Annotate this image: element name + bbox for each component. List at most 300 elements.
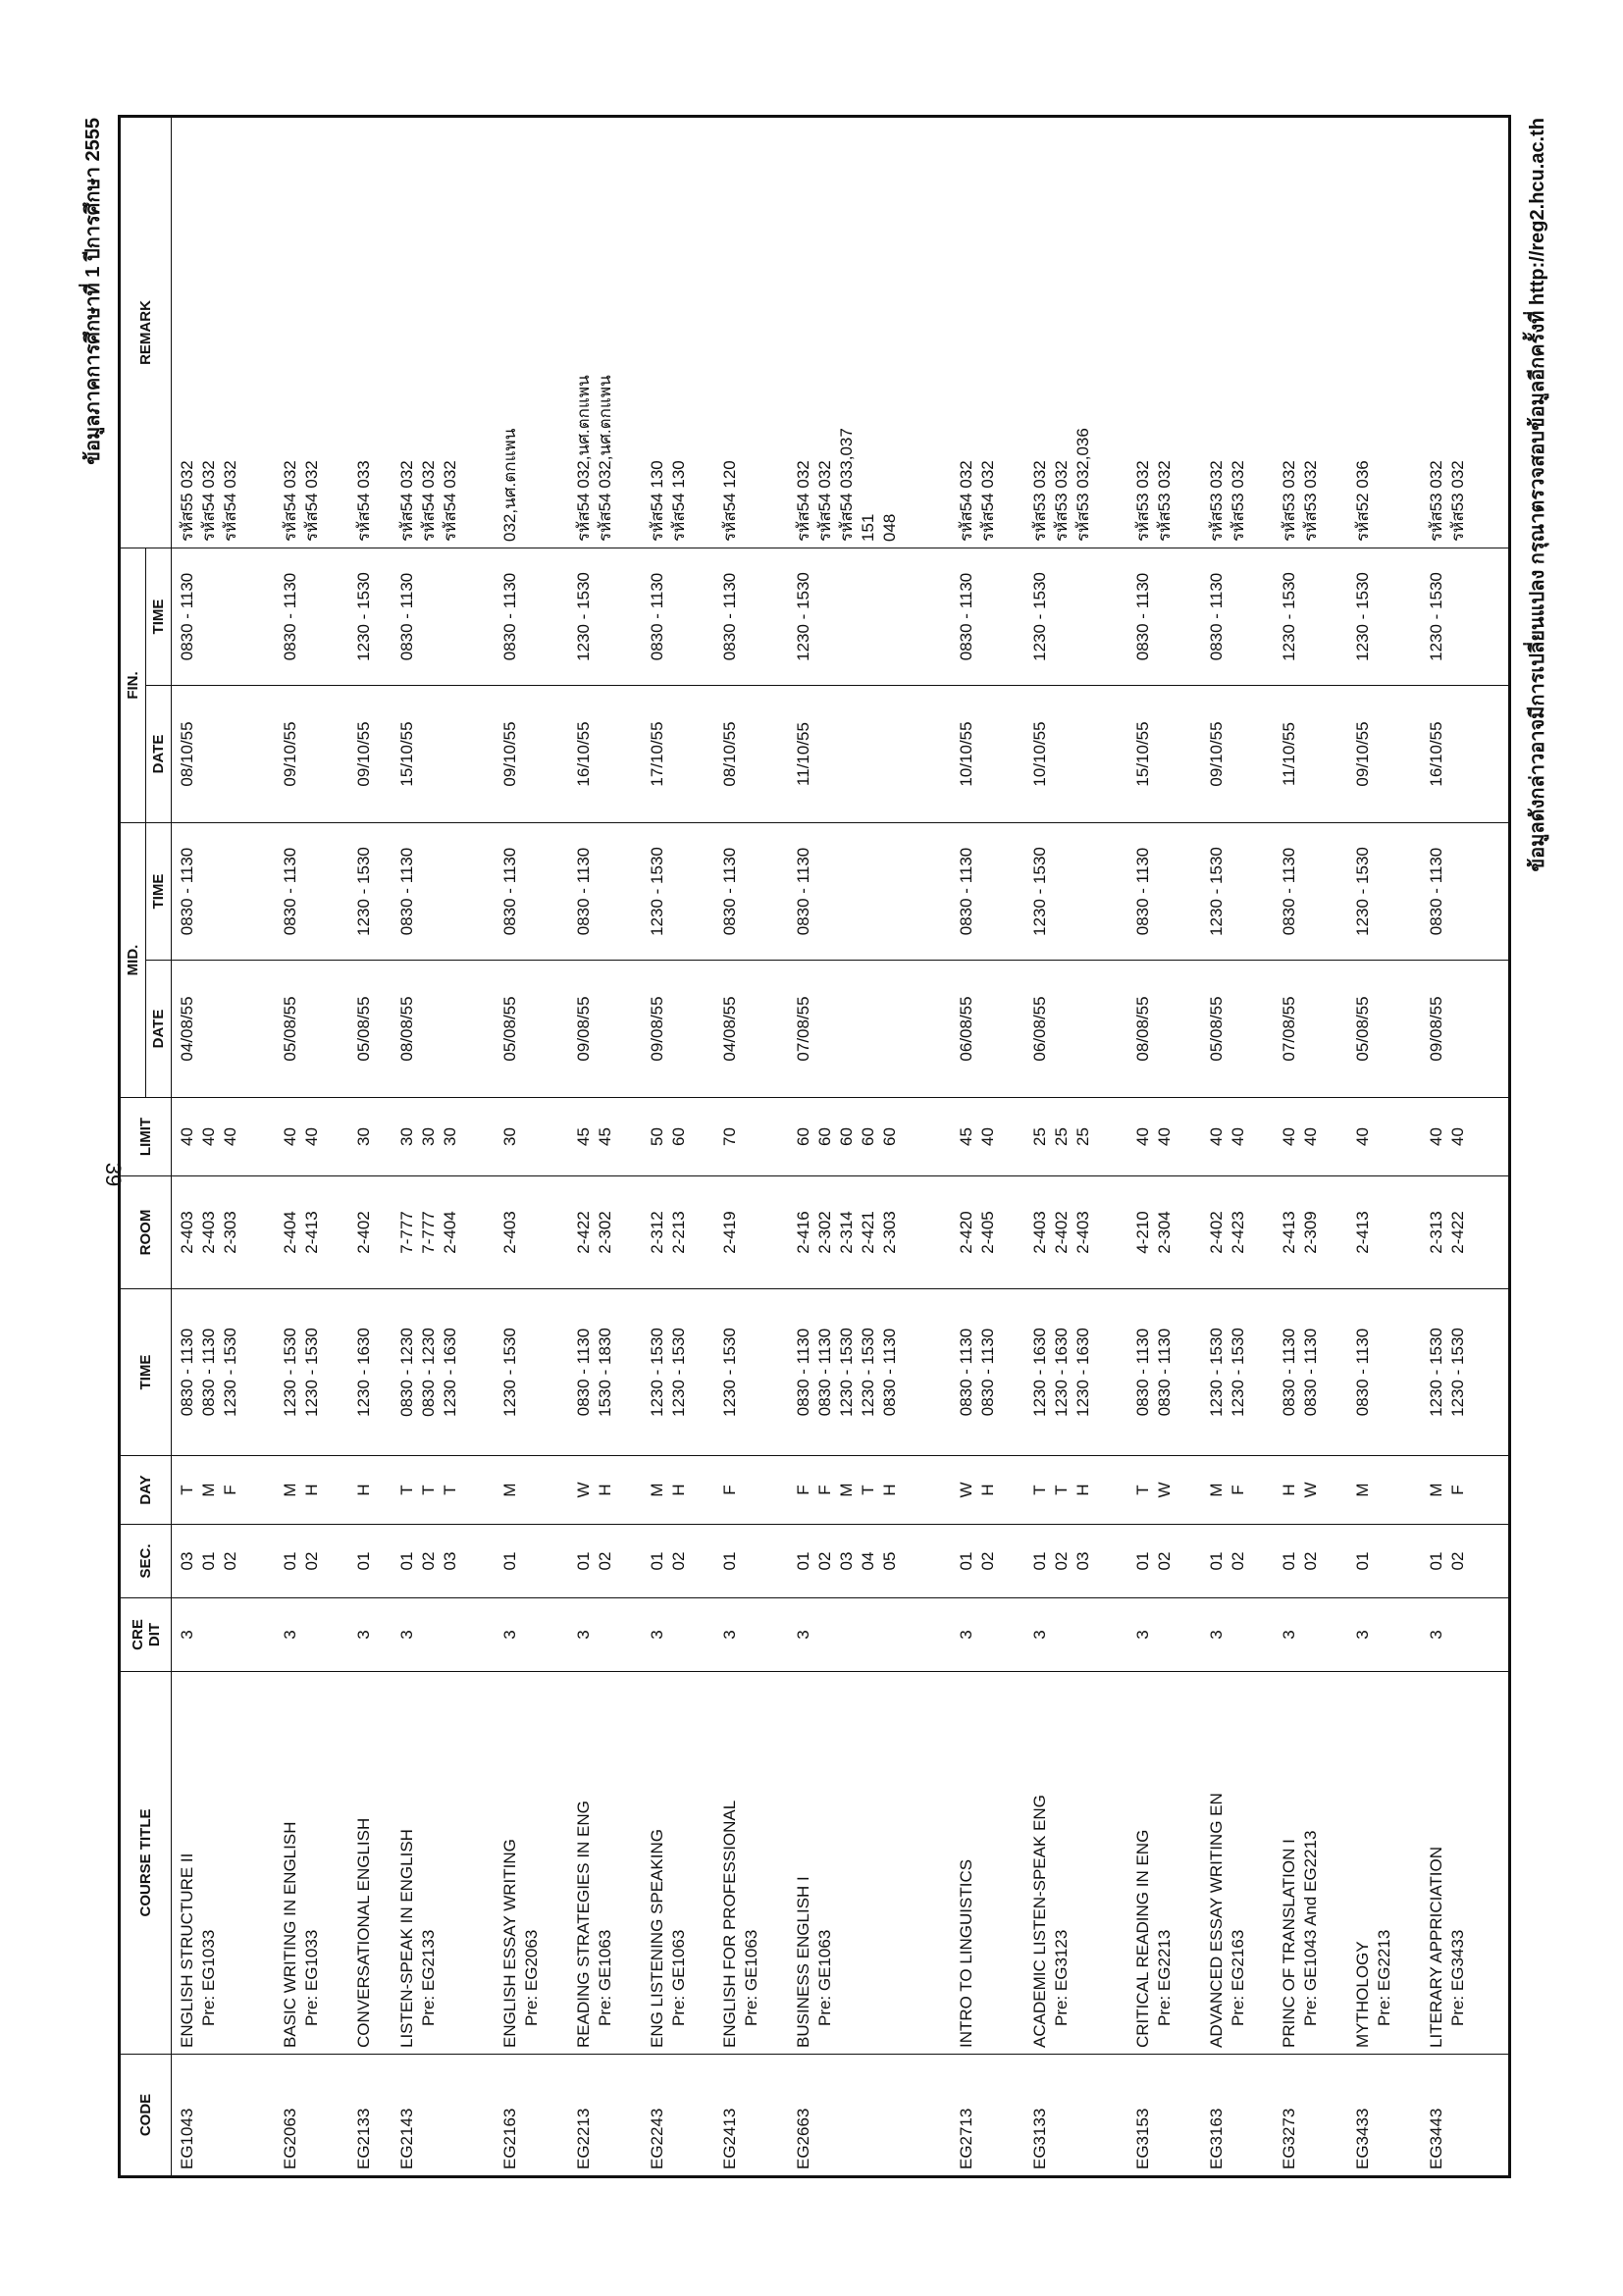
limit-cell: [568, 1098, 642, 1176]
time-cell: [495, 1289, 568, 1456]
limit-value: 40: [1426, 1127, 1445, 1146]
header-day: DAY: [120, 1456, 172, 1525]
mid-time-value: 0830 - 1130: [1426, 847, 1445, 936]
time-cell: [392, 1289, 495, 1456]
room-value: 2-309: [1301, 1211, 1321, 1254]
credit-cell: [568, 1598, 642, 1672]
section-cell: [714, 1525, 788, 1598]
time-value: 0830 - 1130: [815, 1328, 835, 1417]
footer-note: ข้อมูลดังกล่าวอาจมีการเปลี่ยนแปลง กรุณาตรวจสอบข้อมูลอีกครั้งที่ http://reg2.hcu.ac.th: [1527, 118, 1548, 872]
mid-date-value: 05/08/55: [1353, 996, 1373, 1062]
day-value: H: [978, 1484, 998, 1496]
time-value: 0830 - 1130: [574, 1328, 594, 1417]
day-cell: [495, 1456, 568, 1525]
course-code-cell: [714, 2055, 788, 2177]
remark-value: รหัส54 032: [978, 460, 998, 542]
section-cell: [348, 1525, 392, 1598]
table-row: [1421, 116, 1494, 2176]
fin-time-cell: [172, 548, 276, 685]
day-value: T: [397, 1485, 417, 1495]
day-value: F: [794, 1485, 813, 1495]
day-cell: [275, 1456, 348, 1525]
room-value: 2-413: [1280, 1211, 1299, 1254]
limit-value: 45: [596, 1127, 615, 1146]
time-value: 1230 - 1630: [354, 1328, 373, 1417]
remark-value: รหัส53 032: [1301, 460, 1321, 542]
filler-cell: [1493, 685, 1509, 822]
room-cell: [568, 1176, 642, 1289]
day-cell: [568, 1456, 642, 1525]
fin-time-cell: [714, 548, 788, 685]
limit-cell: [642, 1098, 715, 1176]
section-value: 03: [441, 1551, 460, 1571]
fin-time-cell: [1347, 548, 1421, 685]
day-value: T: [1132, 1485, 1152, 1495]
course-title-cell: [495, 1672, 568, 2055]
course-code: EG2413: [720, 2108, 740, 2169]
mid-date-cell: [1421, 961, 1494, 1098]
remark-value: รหัส52 036: [1353, 460, 1373, 542]
limit-cell: [1024, 1098, 1127, 1176]
course-prerequisite: Pre: EG2213: [1375, 1929, 1394, 2026]
section-value: 01: [281, 1551, 300, 1571]
time-value: 0830 - 1130: [199, 1328, 218, 1417]
time-value: 1230 - 1630: [1029, 1328, 1049, 1417]
fin-time-cell: [951, 548, 1024, 685]
credit-value: 3: [1206, 1630, 1226, 1640]
time-value: 1230 - 1630: [1073, 1328, 1092, 1417]
fin-date-cell: [1421, 685, 1494, 822]
section-cell: [172, 1525, 276, 1598]
limit-value: 70: [720, 1127, 740, 1146]
room-value: 2-403: [1073, 1211, 1092, 1254]
course-prerequisite: Pre: GE1043 And EG2213: [1301, 1830, 1321, 2026]
section-cell: [275, 1525, 348, 1598]
course-title-cell: [275, 1672, 348, 2055]
credit-cell: [1274, 1598, 1347, 1672]
header-mid-time: TIME: [146, 822, 172, 960]
day-value: W: [957, 1482, 976, 1498]
course-prerequisite: Pre: EG1033: [302, 1929, 322, 2026]
table-row: [1274, 116, 1347, 2176]
course-title: INTRO TO LINGUISTICS: [957, 1858, 976, 2048]
credit-value: 3: [354, 1630, 373, 1640]
time-value: 1230 - 1530: [837, 1328, 857, 1417]
remark-cell: [1274, 116, 1347, 548]
fin-time-value: 1230 - 1530: [1280, 572, 1299, 661]
section-value: 02: [1447, 1551, 1467, 1571]
mid-date-cell: [714, 961, 788, 1098]
mid-time-value: 0830 - 1130: [397, 847, 417, 936]
time-cell: [1347, 1289, 1421, 1456]
mid-time-cell: [951, 822, 1024, 960]
limit-value: 60: [815, 1127, 835, 1146]
limit-value: 25: [1073, 1127, 1092, 1146]
section-value: 02: [596, 1551, 615, 1571]
fin-date-cell: [348, 685, 392, 822]
table-row: [275, 116, 348, 2176]
credit-cell: [951, 1598, 1024, 1672]
mid-time-cell: [392, 822, 495, 960]
credit-value: 3: [1029, 1630, 1049, 1640]
time-value: 1230 - 1630: [441, 1328, 460, 1417]
section-value: 02: [419, 1551, 439, 1571]
credit-cell: [788, 1598, 951, 1672]
day-cell: [642, 1456, 715, 1525]
course-title-cell: [1201, 1672, 1275, 2055]
table-row: [642, 116, 715, 2176]
room-cell: [1421, 1176, 1494, 1289]
course-code-cell: [951, 2055, 1024, 2177]
fin-date-value: 09/10/55: [500, 721, 520, 787]
course-code-cell: [1347, 2055, 1421, 2177]
credit-value: 3: [574, 1630, 594, 1640]
course-title-cell: [1127, 1672, 1201, 2055]
room-value: 2-312: [647, 1211, 666, 1254]
remark-cell: [1127, 116, 1201, 548]
day-cell: [714, 1456, 788, 1525]
day-value: H: [880, 1484, 900, 1496]
course-code: EG2163: [500, 2108, 520, 2169]
time-value: 0830 - 1130: [1280, 1328, 1299, 1417]
course-code-cell: [172, 2055, 276, 2177]
mid-date-cell: [1127, 961, 1201, 1098]
mid-date-cell: [951, 961, 1024, 1098]
time-cell: [1127, 1289, 1201, 1456]
limit-value: 40: [199, 1127, 218, 1146]
section-value: 03: [1073, 1551, 1092, 1571]
fin-date-cell: [1274, 685, 1347, 822]
mid-date-value: 04/08/55: [720, 996, 740, 1062]
day-value: M: [281, 1483, 300, 1497]
fin-time-value: 0830 - 1130: [281, 572, 300, 661]
time-value: 1230 - 1530: [720, 1328, 740, 1417]
header-sec: SEC.: [120, 1525, 172, 1598]
fin-time-value: 0830 - 1130: [178, 572, 196, 661]
remark-value: รหัส54 032: [957, 460, 976, 542]
limit-cell: [348, 1098, 392, 1176]
table-row: [788, 116, 951, 2176]
room-value: 2-413: [302, 1211, 322, 1254]
course-title-cell: [348, 1672, 392, 2055]
room-value: 2-403: [178, 1211, 196, 1254]
section-value: 01: [397, 1551, 417, 1571]
course-code-cell: [495, 2055, 568, 2177]
time-value: 1530 - 1830: [596, 1328, 615, 1417]
fin-date-value: 10/10/55: [957, 721, 976, 787]
mid-time-value: 1230 - 1530: [1206, 847, 1226, 936]
day-value: F: [720, 1485, 740, 1495]
time-value: 0830 - 1130: [880, 1328, 900, 1417]
section-value: 01: [1132, 1551, 1152, 1571]
credit-cell: [1347, 1598, 1421, 1672]
course-title-cell: [568, 1672, 642, 2055]
time-value: 1230 - 1530: [500, 1328, 520, 1417]
mid-date-cell: [568, 961, 642, 1098]
course-title: ENGLISH STRUCTURE II: [178, 1852, 196, 2048]
mid-date-cell: [1347, 961, 1421, 1098]
credit-value: 3: [178, 1630, 196, 1640]
credit-value: 3: [1132, 1630, 1152, 1640]
fin-date-value: 17/10/55: [647, 721, 666, 787]
fin-time-cell: [1274, 548, 1347, 685]
remark-value: รหัส54 032,นศ.ตกแพน: [596, 375, 615, 542]
fin-date-cell: [714, 685, 788, 822]
remark-value: รหัส54 130: [668, 460, 688, 542]
limit-value: 40: [1280, 1127, 1299, 1146]
limit-value: 60: [668, 1127, 688, 1146]
limit-cell: [172, 1098, 276, 1176]
section-cell: [392, 1525, 495, 1598]
fin-time-value: 1230 - 1530: [574, 572, 594, 661]
course-title: BASIC WRITING IN ENGLISH: [281, 1821, 300, 2048]
section-value: 01: [199, 1551, 218, 1571]
fin-date-value: 09/10/55: [1206, 721, 1226, 787]
header-fin-date: DATE: [146, 685, 172, 822]
room-cell: [951, 1176, 1024, 1289]
course-title-cell: [172, 1672, 276, 2055]
table-row: [1347, 116, 1421, 2176]
remark-cell: [788, 116, 951, 548]
table-row: [1127, 116, 1201, 2176]
room-value: 2-403: [1029, 1211, 1049, 1254]
limit-value: 40: [281, 1127, 300, 1146]
remark-value: รหัส53 032: [1426, 460, 1445, 542]
fin-date-value: 16/10/55: [574, 721, 594, 787]
fin-date-cell: [495, 685, 568, 822]
time-value: 0830 - 1130: [1353, 1328, 1373, 1417]
time-value: 1230 - 1530: [1426, 1328, 1445, 1417]
section-value: 02: [1301, 1551, 1321, 1571]
room-value: 2-422: [574, 1211, 594, 1254]
limit-value: 40: [1228, 1127, 1247, 1146]
mid-date-value: 06/08/55: [1029, 996, 1049, 1062]
time-value: 0830 - 1130: [1132, 1328, 1152, 1417]
room-cell: [275, 1176, 348, 1289]
day-value: H: [1280, 1484, 1299, 1496]
time-value: 0830 - 1230: [419, 1328, 439, 1417]
fin-date-value: 11/10/55: [794, 722, 813, 786]
limit-value: 30: [500, 1127, 520, 1146]
mid-time-cell: [495, 822, 568, 960]
section-value: 01: [1426, 1551, 1445, 1571]
limit-value: 45: [957, 1127, 976, 1146]
room-value: 2-404: [281, 1211, 300, 1254]
filler-cell: [1493, 1456, 1509, 1525]
limit-value: 30: [419, 1127, 439, 1146]
remark-value: รหัส53 032,036: [1073, 428, 1092, 542]
room-value: 2-419: [720, 1211, 740, 1254]
remark-value: รหัส53 032: [1447, 460, 1467, 542]
day-cell: [951, 1456, 1024, 1525]
room-cell: [1201, 1176, 1275, 1289]
credit-cell: [1024, 1598, 1127, 1672]
room-value: 2-213: [668, 1211, 688, 1254]
remark-value: 032,นศ.ตกแพน: [500, 428, 520, 542]
mid-date-value: 07/08/55: [1280, 996, 1299, 1062]
limit-cell: [1201, 1098, 1275, 1176]
room-value: 2-402: [1206, 1211, 1226, 1254]
section-cell: [1347, 1525, 1421, 1598]
limit-value: 45: [574, 1127, 594, 1146]
fin-date-cell: [1201, 685, 1275, 822]
limit-cell: [714, 1098, 788, 1176]
day-value: T: [441, 1485, 460, 1495]
remark-value: รหัส54 032: [794, 460, 813, 542]
course-code: EG3433: [1353, 2108, 1373, 2169]
course-prerequisite: Pre: EG2133: [419, 1929, 439, 2026]
fin-time-cell: [495, 548, 568, 685]
remark-cell: [642, 116, 715, 548]
section-value: 01: [1353, 1551, 1373, 1571]
room-value: 7-777: [419, 1211, 439, 1254]
limit-cell: [951, 1098, 1024, 1176]
section-cell: [568, 1525, 642, 1598]
mid-time-value: 0830 - 1130: [500, 847, 520, 936]
table-row: [392, 116, 495, 2176]
credit-cell: [348, 1598, 392, 1672]
mid-date-value: 05/08/55: [500, 996, 520, 1062]
limit-value: 50: [647, 1127, 666, 1146]
filler-cell: [1493, 1598, 1509, 1672]
day-value: F: [815, 1485, 835, 1495]
mid-time-value: 0830 - 1130: [957, 847, 976, 936]
section-value: 02: [302, 1551, 322, 1571]
credit-value: 3: [1353, 1630, 1373, 1640]
mid-time-value: 0830 - 1130: [794, 847, 813, 936]
mid-date-cell: [1274, 961, 1347, 1098]
room-value: 2-303: [221, 1211, 239, 1254]
section-cell: [1127, 1525, 1201, 1598]
credit-cell: [1201, 1598, 1275, 1672]
fin-date-cell: [1024, 685, 1127, 822]
course-title: ENGLISH ESSAY WRITING: [500, 1839, 520, 2048]
time-cell: [714, 1289, 788, 1456]
mid-time-value: 1230 - 1530: [1029, 847, 1049, 936]
section-value: 05: [880, 1551, 900, 1571]
section-cell: [788, 1525, 951, 1598]
remark-value: รหัส53 032: [1206, 460, 1226, 542]
limit-value: 40: [221, 1127, 239, 1146]
course-prerequisite: Pre: EG1033: [199, 1929, 218, 2026]
limit-value: 60: [859, 1127, 878, 1146]
course-code-cell: [1274, 2055, 1347, 2177]
day-cell: [392, 1456, 495, 1525]
day-value: H: [668, 1484, 688, 1496]
remark-cell: [495, 116, 568, 548]
room-cell: [788, 1176, 951, 1289]
mid-time-value: 1230 - 1530: [354, 847, 373, 936]
header-credit: [120, 1598, 172, 1672]
remark-value: รหัส54 120: [720, 460, 740, 542]
time-cell: [172, 1289, 276, 1456]
fin-date-cell: [1127, 685, 1201, 822]
time-cell: [348, 1289, 392, 1456]
section-value: 03: [178, 1551, 196, 1571]
course-prerequisite: Pre: EG2063: [522, 1929, 542, 2026]
time-value: 1230 - 1530: [281, 1328, 300, 1417]
credit-value: 3: [794, 1630, 813, 1640]
credit-value: 3: [397, 1630, 417, 1640]
course-prerequisite: Pre: GE1063: [668, 1929, 688, 2026]
limit-value: 30: [397, 1127, 417, 1146]
time-value: 0830 - 1130: [178, 1328, 196, 1417]
filler-cell: [1493, 2055, 1509, 2177]
section-value: 01: [794, 1551, 813, 1571]
fin-time-value: 0830 - 1130: [720, 572, 740, 661]
credit-cell: [714, 1598, 788, 1672]
remark-cell: [172, 116, 276, 548]
mid-time-cell: [1347, 822, 1421, 960]
room-value: 2-404: [441, 1211, 460, 1254]
section-value: 01: [720, 1551, 740, 1571]
course-code-cell: [348, 2055, 392, 2177]
section-value: 01: [647, 1551, 666, 1571]
mid-date-cell: [1201, 961, 1275, 1098]
course-prerequisite: Pre: EG2213: [1154, 1929, 1174, 2026]
mid-time-cell: [714, 822, 788, 960]
fin-date-cell: [172, 685, 276, 822]
time-cell: [1201, 1289, 1275, 1456]
limit-value: 40: [1447, 1127, 1467, 1146]
fin-time-value: 0830 - 1130: [500, 572, 520, 661]
section-cell: [951, 1525, 1024, 1598]
remark-value: รหัส54 032: [419, 460, 439, 542]
course-title: ENGLISH FOR PROFESSIONAL: [720, 1800, 740, 2048]
limit-value: 40: [1206, 1127, 1226, 1146]
time-value: 1230 - 1530: [1206, 1328, 1226, 1417]
credit-cell: [1421, 1598, 1494, 1672]
remark-value: รหัส54 032: [199, 460, 218, 542]
day-value: W: [1301, 1482, 1321, 1498]
fin-time-cell: [348, 548, 392, 685]
limit-value: 60: [880, 1127, 900, 1146]
filler-cell: [1493, 116, 1509, 548]
room-value: 2-403: [199, 1211, 218, 1254]
day-value: W: [1154, 1482, 1174, 1498]
room-cell: [1347, 1176, 1421, 1289]
course-title: PRINC OF TRANSLATION I: [1280, 1839, 1299, 2048]
mid-time-cell: [788, 822, 951, 960]
course-title-cell: [951, 1672, 1024, 2055]
fin-time-cell: [275, 548, 348, 685]
day-cell: [172, 1456, 276, 1525]
fin-time-value: 1230 - 1530: [1426, 572, 1445, 661]
room-value: 2-303: [880, 1211, 900, 1254]
section-value: 01: [1280, 1551, 1299, 1571]
day-cell: [1127, 1456, 1201, 1525]
credit-cell: [275, 1598, 348, 1672]
remark-value: 048: [880, 513, 900, 542]
mid-time-value: 0830 - 1130: [720, 847, 740, 936]
course-code: EG2663: [794, 2108, 813, 2169]
room-value: 2-302: [815, 1211, 835, 1254]
day-cell: [1024, 1456, 1127, 1525]
day-value: T: [1051, 1485, 1071, 1495]
header-course-title: COURSE TITLE: [120, 1672, 172, 2055]
room-value: 2-413: [1353, 1211, 1373, 1254]
course-code-cell: [275, 2055, 348, 2177]
section-cell: [1201, 1525, 1275, 1598]
remark-value: รหัส54 033,037: [837, 428, 857, 542]
time-value: 1230 - 1530: [647, 1328, 666, 1417]
mid-date-value: 05/08/55: [1206, 996, 1226, 1062]
fin-time-value: 0830 - 1130: [957, 572, 976, 661]
remark-cell: [568, 116, 642, 548]
day-cell: [788, 1456, 951, 1525]
mid-date-value: 08/08/55: [397, 996, 417, 1062]
time-value: 1230 - 1630: [1051, 1328, 1071, 1417]
